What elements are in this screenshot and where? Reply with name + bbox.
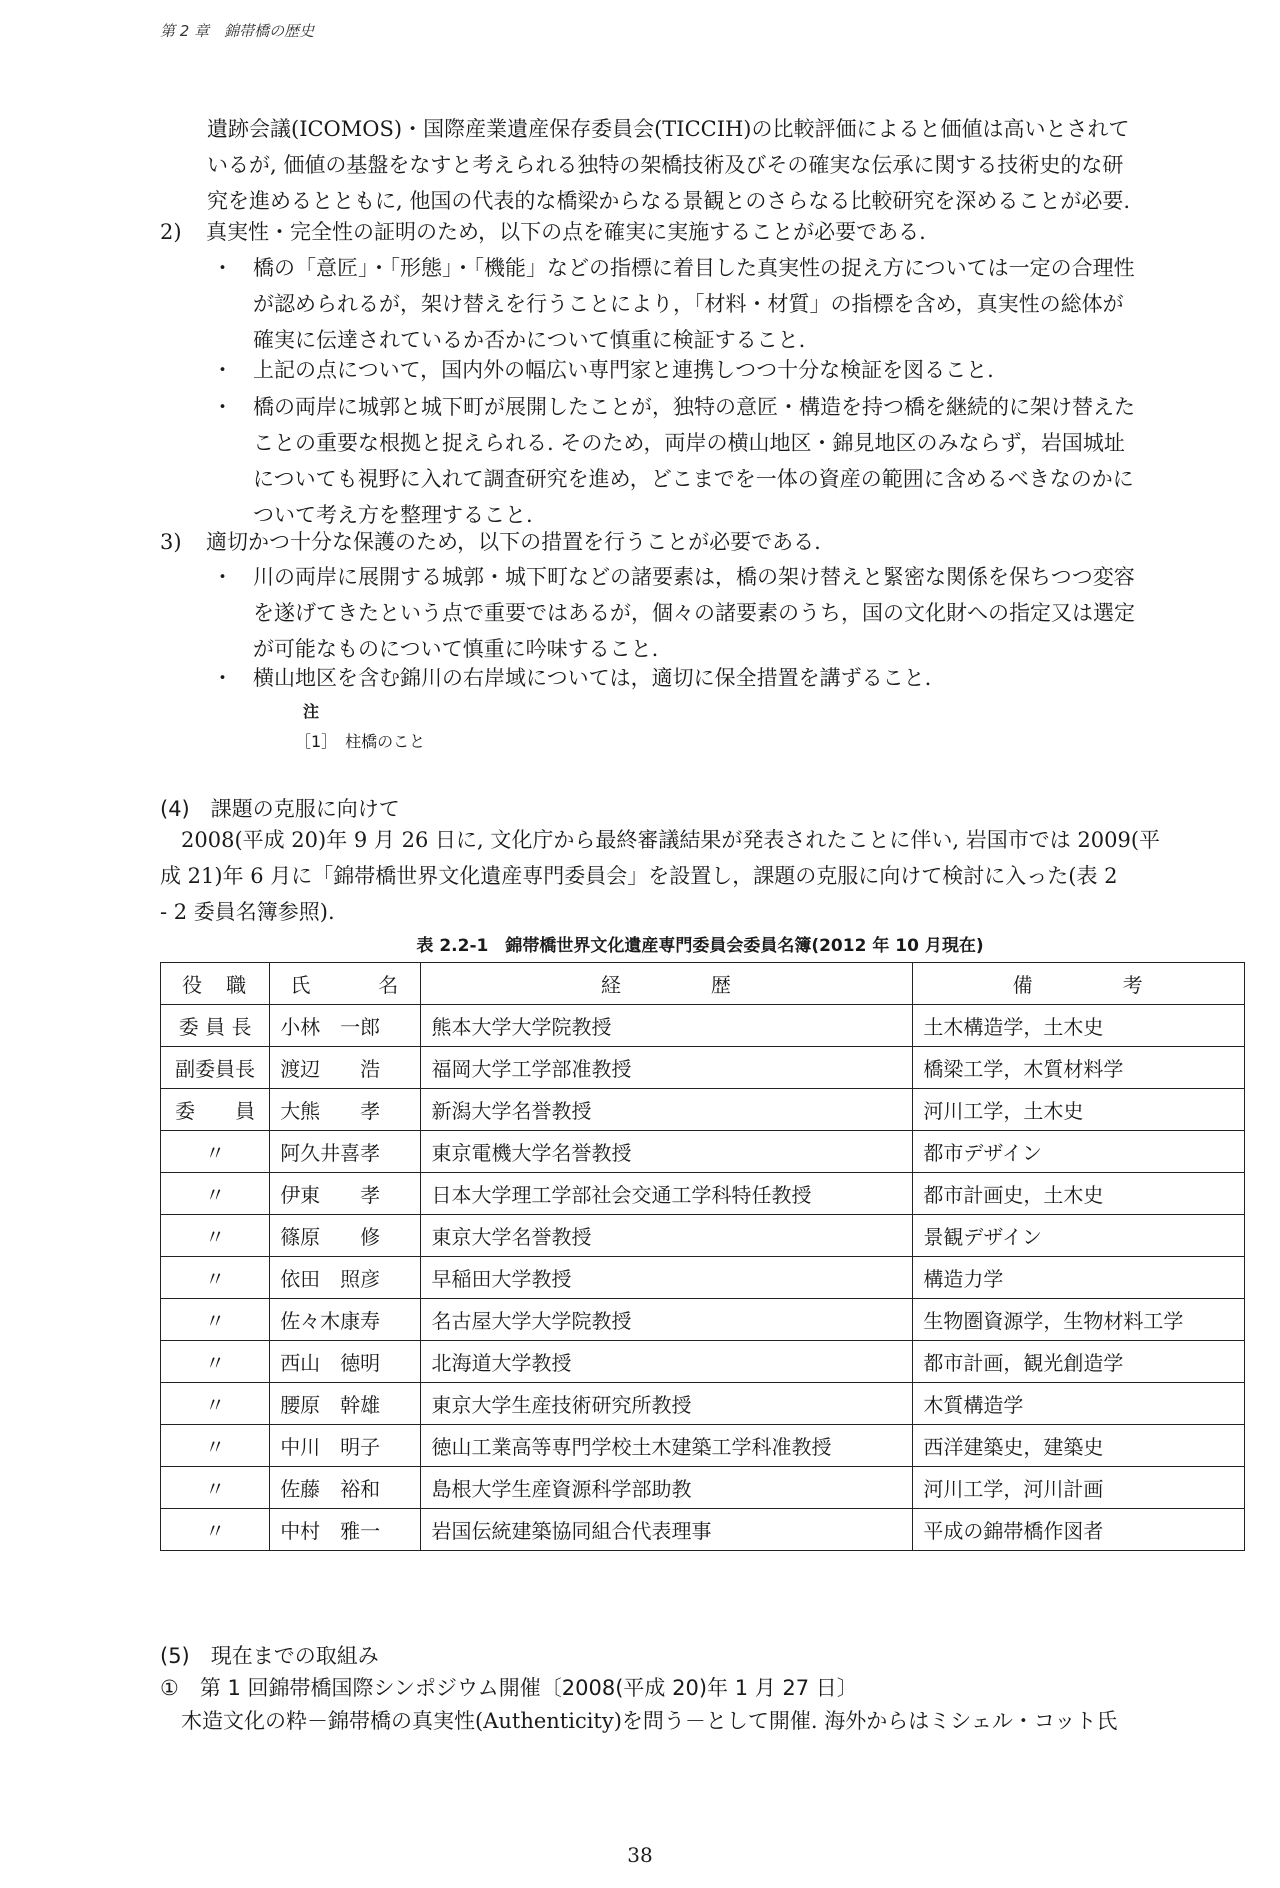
remarks-cell: 平成の錦帯橋作図者 (913, 1509, 1245, 1551)
table-row (161, 1131, 1245, 1173)
name-cell: 阿久井喜孝 (270, 1131, 421, 1173)
remarks-cell: 都市デザイン (913, 1131, 1245, 1173)
remarks-cell: 都市計画史，土木史 (913, 1173, 1245, 1215)
text-line: 橋の「意匠」・「形態」・「機能」などの指標に着目した真実性の捉え方については一定の合理性 (253, 256, 1135, 280)
section-4-heading: (4) 課題の克服に向けて (160, 797, 400, 821)
career-cell: 北海道大学教授 (421, 1341, 913, 1383)
name-cell: 中川 明子 (270, 1425, 421, 1467)
table-row (161, 1425, 1245, 1467)
role-cell: 〃 (161, 1509, 270, 1551)
remarks-cell: 都市計画，観光創造学 (913, 1341, 1245, 1383)
role-cell: 〃 (161, 1131, 270, 1173)
name-cell: 伊東 孝 (270, 1173, 421, 1215)
career-cell: 徳山工業高等専門学校土木建築工学科准教授 (421, 1425, 913, 1467)
name-cell: 佐々木康寿 (270, 1299, 421, 1341)
role-cell: 〃 (161, 1467, 270, 1509)
text-line: 究を進めるとともに, 他国の代表的な橋梁からなる景観とのさらなる比較研究を深めることが必要. (207, 189, 1131, 213)
remarks-cell: 生物圏資源学，生物材料工学 (913, 1299, 1245, 1341)
text-line: を遂げてきたという点で重要ではあるが，個々の諸要素のうち，国の文化財への指定又は選定 (253, 601, 1135, 625)
remarks-cell: 西洋建築史，建築史 (913, 1425, 1245, 1467)
text-line: 成 21)年 6 月に「錦帯橋世界文化遺産専門委員会」を設置し，課題の克服に向けて検討に入った(表 2 (160, 864, 1118, 888)
item-2-bullet-3 (253, 389, 1135, 533)
column-header: 役 職 (161, 963, 270, 1005)
bullet-mark: ・ (212, 666, 233, 690)
remarks-cell: 河川工学，河川計画 (913, 1467, 1245, 1509)
text-line: についても視野に入れて調査研究を進め，どこまでを一体の資産の範囲に含めるべきなのかに (253, 467, 1134, 491)
text-line: 確実に伝達されているか否かについて慎重に検証すること. (253, 328, 806, 352)
career-cell: 福岡大学工学部准教授 (421, 1047, 913, 1089)
table-row (161, 1215, 1245, 1257)
bullet-mark: ・ (212, 256, 233, 280)
section-4-paragraph (160, 822, 1250, 930)
bullet-mark: ・ (212, 395, 233, 419)
career-cell: 島根大学生産資源科学部助教 (421, 1467, 913, 1509)
item-lead-text: 適切かつ十分な保護のため，以下の措置を行うことが必要である. (206, 530, 821, 554)
table-row (161, 1005, 1245, 1047)
role-cell: 〃 (161, 1299, 270, 1341)
name-cell: 佐藤 裕和 (270, 1467, 421, 1509)
name-cell: 小林 一郎 (270, 1005, 421, 1047)
section-5-paragraph (181, 1703, 1117, 1739)
item-2-bullet-2 (253, 352, 994, 388)
remarks-cell: 構造力学 (913, 1257, 1245, 1299)
item-number: 3) (160, 530, 182, 554)
remarks-cell: 橋梁工学，木質材料学 (913, 1047, 1245, 1089)
section-5-heading: (5) 現在までの取組み (160, 1644, 379, 1668)
role-cell: 〃 (161, 1257, 270, 1299)
career-cell: 名古屋大学大学院教授 (421, 1299, 913, 1341)
table-row (161, 1047, 1245, 1089)
name-cell: 中村 雅一 (270, 1509, 421, 1551)
role-cell: 〃 (161, 1341, 270, 1383)
text-line: 遺跡会議(ICOMOS)・国際産業遺産保存委員会(TICCIH)の比較評価によると価値は高いとされて (207, 117, 1130, 141)
table-caption: 表 2.2-1 錦帯橋世界文化遺産専門委員会委員名簿(2012 年 10 月現在) (416, 936, 984, 956)
running-header: 第 2 章 錦帯橋の歴史 (160, 22, 315, 40)
column-header: 氏 名 (270, 963, 421, 1005)
career-cell: 新潟大学名誉教授 (421, 1089, 913, 1131)
item-2-bullet-1 (253, 250, 1135, 358)
table-row (161, 1173, 1245, 1215)
table-row (161, 1467, 1245, 1509)
text-line: - 2 委員名簿参照). (160, 900, 335, 924)
table-row (161, 1257, 1245, 1299)
name-cell: 篠原 修 (270, 1215, 421, 1257)
bullet-mark: ・ (212, 358, 233, 382)
item-3-bullet-1 (253, 559, 1135, 667)
role-cell: 〃 (161, 1173, 270, 1215)
role-cell: 副委員長 (161, 1047, 270, 1089)
text-line: が認められるが，架け替えを行うことにより，「材料・材質」の指標を含め，真実性の総体が (253, 292, 1124, 316)
career-cell: 東京大学生産技術研究所教授 (421, 1383, 913, 1425)
remarks-cell: 木質構造学 (913, 1383, 1245, 1425)
text-line: ことの重要な根拠と捉えられる. そのため，両岸の横山地区・錦見地区のみならず，岩国城址 (253, 431, 1125, 455)
career-cell: 日本大学理工学部社会交通工学科特任教授 (421, 1173, 913, 1215)
item-3-bullet-2 (253, 660, 931, 696)
text-line: 川の両岸に展開する城郭・城下町などの諸要素は，橋の架け替えと緊密な関係を保ちつつ変容 (253, 565, 1135, 589)
name-cell: 腰原 幹雄 (270, 1383, 421, 1425)
name-cell: 渡辺 浩 (270, 1047, 421, 1089)
text-line: いるが, 価値の基盤をなすと考えられる独特の架橋技術及びその確実な伝承に関する技術史的な研 (207, 153, 1124, 177)
text-line: 木造文化の粋－錦帯橋の真実性(Authenticity)を問う－として開催. 海外からはミシェル・コット氏 (181, 1709, 1118, 1733)
role-cell: 〃 (161, 1383, 270, 1425)
table-row (161, 1299, 1245, 1341)
role-cell: 委 員 長 (161, 1005, 270, 1047)
career-cell: 東京大学名誉教授 (421, 1215, 913, 1257)
role-cell: 委 員 (161, 1089, 270, 1131)
name-cell: 依田 照彦 (270, 1257, 421, 1299)
table-row (161, 1341, 1245, 1383)
column-header: 備 考 (913, 963, 1245, 1005)
text-line: 2008(平成 20)年 9 月 26 日に, 文化庁から最終審議結果が発表されたことに伴い, 岩国市では 2009(平 (181, 828, 1161, 852)
note-item: ［1］ 柱橋のこと (295, 732, 426, 751)
career-cell: 東京電機大学名誉教授 (421, 1131, 913, 1173)
career-cell: 岩国伝統建築協同組合代表理事 (421, 1509, 913, 1551)
role-cell: 〃 (161, 1215, 270, 1257)
item-number: 2) (160, 220, 182, 244)
text-line: が可能なものについて慎重に吟味すること. (253, 637, 659, 661)
column-header: 経 歴 (421, 963, 913, 1005)
committee-roster-table (160, 962, 1245, 1551)
table-row (161, 1089, 1245, 1131)
career-cell: 熊本大学大学院教授 (421, 1005, 913, 1047)
bullet-mark: ・ (212, 565, 233, 589)
remarks-cell: 景観デザイン (913, 1215, 1245, 1257)
name-cell: 大熊 孝 (270, 1089, 421, 1131)
table-row (161, 1383, 1245, 1425)
role-cell: 〃 (161, 1425, 270, 1467)
text-line: ついて考え方を整理すること. (253, 503, 533, 527)
text-line: 横山地区を含む錦川の右岸域については，適切に保全措置を講ずること. (253, 666, 932, 690)
notes-label: 注 (303, 702, 320, 721)
table-header-row (161, 963, 1245, 1005)
page-number: 38 (627, 1843, 653, 1867)
table-row (161, 1509, 1245, 1551)
remarks-cell: 河川工学，土木史 (913, 1089, 1245, 1131)
name-cell: 西山 徳明 (270, 1341, 421, 1383)
remarks-cell: 土木構造学，土木史 (913, 1005, 1245, 1047)
career-cell: 早稲田大学教授 (421, 1257, 913, 1299)
text-line: 橋の両岸に城郭と城下町が展開したことが，独特の意匠・構造を持つ橋を継続的に架け替えた (253, 395, 1135, 419)
section-5-subheading: ① 第 1 回錦帯橋国際シンポジウム開催〔2008(平成 20)年 1 月 27 日〕 (160, 1676, 858, 1700)
intro-paragraph (207, 111, 1130, 219)
item-lead-text: 真実性・完全性の証明のため，以下の点を確実に実施することが必要である. (206, 220, 926, 244)
text-line: 上記の点について，国内外の幅広い専門家と連携しつつ十分な検証を図ること. (253, 358, 994, 382)
